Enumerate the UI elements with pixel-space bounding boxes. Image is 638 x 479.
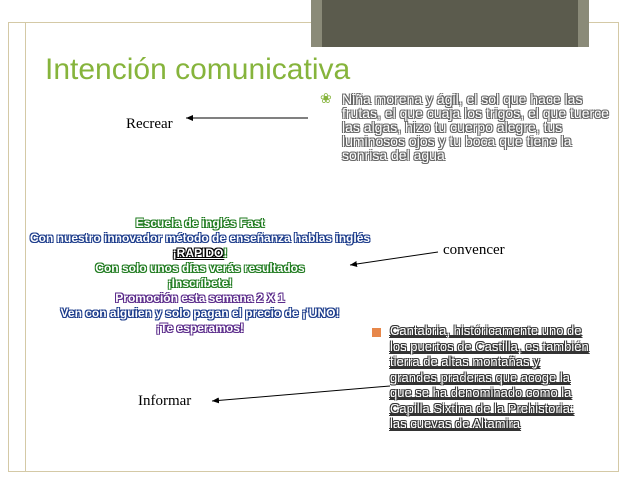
ad-line-3-end: ! <box>223 246 228 260</box>
ad-line-8: ¡Te esperamos! <box>156 321 244 335</box>
ad-line-5: ¡Inscríbete! <box>167 276 233 290</box>
label-informar: Informar <box>138 393 192 409</box>
wingding-bullet-icon: ❀ <box>320 90 332 106</box>
arrow-to-informar <box>212 386 390 401</box>
label-recrear: Recrear <box>126 116 173 132</box>
arrow-to-advert <box>350 252 438 265</box>
ad-line-1: Escuela de inglés Fast <box>135 216 265 230</box>
poem-bullet-text: Niña morena y ágil, el sol que hace las frutas, el que cuaja los trigos, el que tuerce las algas, hizo tu cuerpo alegre, tus luminosos ojos y tu boca que tiene la sonrisa del agua <box>342 91 609 163</box>
ad-line-4: Con solo unos días verás resultados <box>95 261 305 275</box>
ad-line-3-word: ¡RAPIDO <box>172 246 224 260</box>
ad-line-7: Ven con alguien y solo pagan el precio de ¡'UNO! <box>60 306 340 320</box>
slide-title: Intención comunicativa <box>45 53 351 86</box>
cantabria-text: Cantabria, históricamente uno de los puertos de Castilla, es también tierra de altas montañas y grandes praderas que acoge la que se ha denominado como la Capilla Sixtina de la Prehistoria: las cuevas de Altamira <box>390 323 589 431</box>
ad-line-2: Con nuestro innovador método de enseñanza hablas inglés <box>30 231 371 245</box>
label-convencer: convencer <box>443 242 505 258</box>
ad-line-6: Promoción esta semana 2 X 1 <box>115 291 285 305</box>
